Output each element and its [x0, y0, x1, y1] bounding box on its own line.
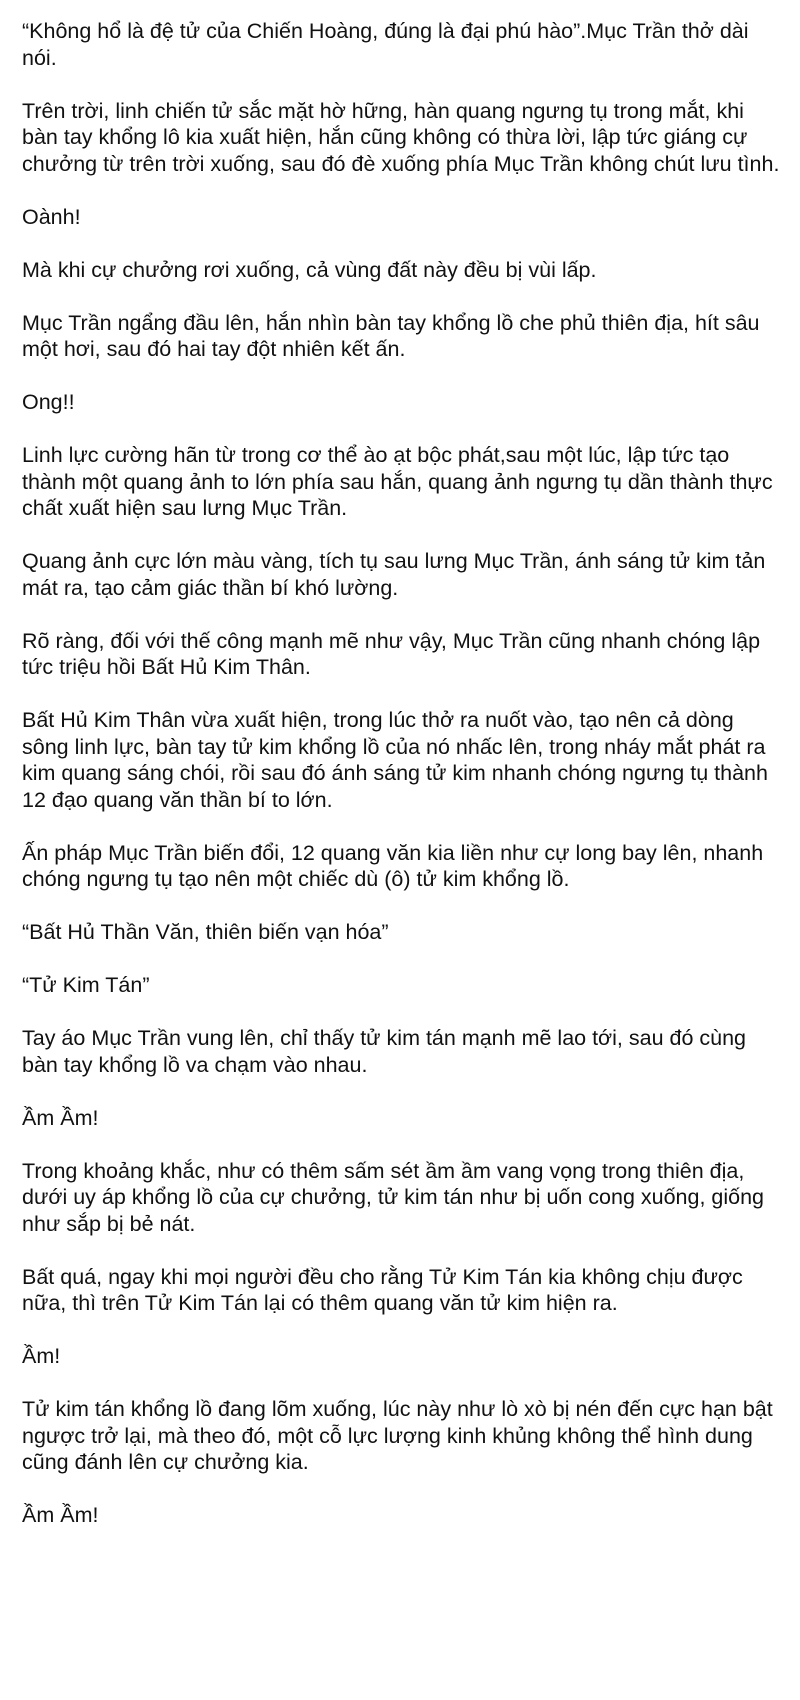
paragraph: Trên trời, linh chiến tử sắc mặt hờ hững, hàn quang ngưng tụ trong mắt, khi bàn tay khổng lô kia xuất hiện, hắn cũng không có thừa lời, lập tức giáng cự chưởng từ trên trời xuống, sau đó đè xuống phía Mục Trần không chút lưu tình.: [22, 98, 780, 176]
paragraph: Oành!: [22, 204, 81, 229]
paragraph: Trong khoảng khắc, như có thêm sấm sét ầm ầm vang vọng trong thiên địa, dưới uy áp khổng lồ của cự chưởng, tử kim tán như bị uốn cong xuống, giống như sắp bị bẻ nát.: [22, 1158, 765, 1236]
paragraph: Bất quá, ngay khi mọi người đều cho rằng Tử Kim Tán kia không chịu được nữa, thì trên Tử Kim Tán lại có thêm quang văn tử kim hiện ra.: [22, 1264, 743, 1315]
paragraph: “Bất Hủ Thần Văn, thiên biến vạn hóa”: [22, 920, 389, 944]
paragraph: Mục Trần ngẩng đầu lên, hắn nhìn bàn tay khổng lồ che phủ thiên địa, hít sâu một hơi, sau đó hai tay đột nhiên kết ấn.: [22, 310, 760, 361]
paragraph: “Tử Kim Tán”: [22, 973, 150, 997]
paragraph: Rõ ràng, đối với thế công mạnh mẽ như vậy, Mục Trần cũng nhanh chóng lập tức triệu hồi Bất Hủ Kim Thân.: [22, 628, 761, 679]
paragraph: Ong!!: [22, 390, 75, 414]
paragraph: Ầm Ầm!: [22, 1503, 99, 1527]
paragraph: “Không hổ là đệ tử của Chiến Hoàng, đúng là đại phú hào”.Mục Trần thở dài nói.: [22, 19, 749, 70]
paragraph: Quang ảnh cực lớn màu vàng, tích tụ sau lưng Mục Trần, ánh sáng tử kim tản mát ra, tạo cảm giác thần bí khó lường.: [22, 549, 766, 600]
story-text: [22, 18, 782, 1529]
paragraph: Tay áo Mục Trần vung lên, chỉ thấy tử kim tán mạnh mẽ lao tới, sau đó cùng bàn tay khổng lồ va chạm vào nhau.: [22, 1026, 747, 1077]
paragraph: Ầm Ầm!: [22, 1105, 99, 1130]
paragraph: Tử kim tán khổng lồ đang lõm xuống, lúc này như lò xò bị nén đến cực hạn bật ngược trở lại, mà theo đó, một cỗ lực lượng kinh khủng không thể hình dung cũng đánh lên cự chưởng kia.: [22, 1397, 773, 1474]
paragraph: Linh lực cường hãn từ trong cơ thể ào ạt bộc phát,sau một lúc, lập tức tạo thành một quang ảnh to lớn phía sau hắn, quang ảnh ngưng tụ dần thành thực chất xuất hiện sau lưng Mục Trần.: [22, 443, 773, 520]
paragraph: Bất Hủ Kim Thân vừa xuất hiện, trong lúc thở ra nuốt vào, tạo nên cả dòng sông linh lực, bàn tay tử kim khổng lồ của nó nhấc lên, trong nháy mắt phát ra kim quang sáng chói, rồi sau đó ánh sáng tử kim nhanh chóng ngưng tụ thành 12 đạo quang văn thần bí to lớn.: [22, 708, 768, 812]
paragraph: Ấn pháp Mục Trần biến đổi, 12 quang văn kia liền như cự long bay lên, nhanh chóng ngưng tụ tạo nên một chiếc dù (ô) tử kim khổng lồ.: [22, 840, 764, 891]
paragraph: Ầm!: [22, 1344, 61, 1368]
paragraph: Mà khi cự chưởng rơi xuống, cả vùng đất này đều bị vùi lấp.: [22, 257, 597, 282]
